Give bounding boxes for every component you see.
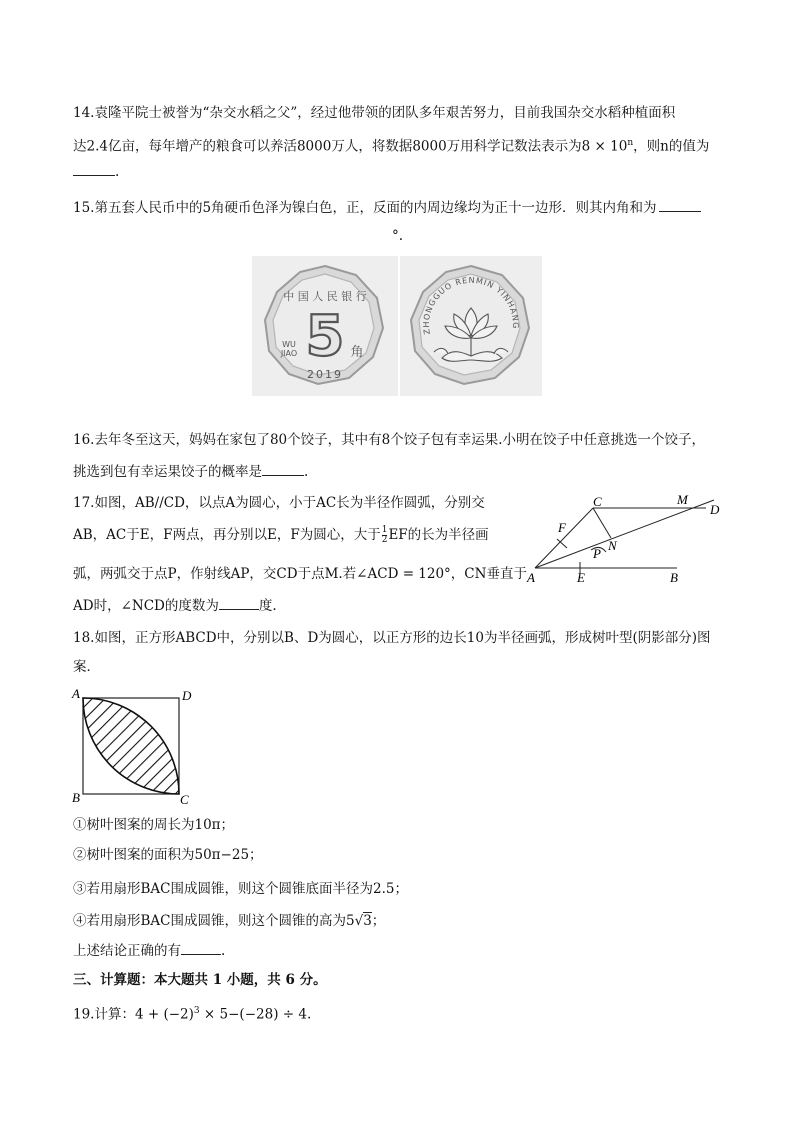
q18-s4-tail: ； — [371, 913, 386, 929]
q17-line3: 弧，两弧交于点P，作射线AP，交CD于点M.若∠ACD = 120°，CN垂直于 — [73, 566, 527, 582]
q18-statement-3: ③若用扇形BAC围成圆锥，则这个圆锥底面半径为2.5； — [73, 881, 408, 897]
fig17-label-E: E — [577, 570, 585, 585]
q14-line3 — [73, 163, 119, 181]
fig18-leaf-shaded — [83, 698, 179, 794]
coin-front-svg — [252, 256, 398, 396]
coin-wu: WU — [282, 340, 296, 349]
fig17-label-F: F — [558, 520, 566, 535]
q17-line2-text: AB，AC于E，F两点，再分别以E，F为圆心，大于 — [73, 527, 381, 543]
coin-denomination: 5 — [305, 304, 345, 369]
q16-line1: 16.去年冬至这天，妈妈在家包了80个饺子，其中有8个饺子包有幸运果.小明在饺子中任意挑选一个饺子， — [73, 432, 706, 448]
q19-line — [73, 1002, 311, 1024]
coin-front-top-text: 中 国 人 民 银 行 — [283, 290, 367, 303]
q18-conclusion-period: . — [221, 943, 226, 959]
sqrt-symbol-icon: √ — [354, 913, 364, 929]
coin-front-image — [252, 256, 398, 396]
fig18-label-C: C — [180, 792, 189, 807]
q16-answer-blank[interactable] — [262, 463, 304, 476]
q18-s4-radicand: 3 — [363, 913, 372, 929]
q17-answer-blank[interactable] — [219, 597, 259, 610]
q15-answer-blank[interactable] — [659, 199, 701, 212]
coin-back-image — [400, 256, 542, 396]
q15-line2: °. — [392, 228, 404, 244]
fig17-label-B: B — [670, 570, 678, 585]
fig18-label-B: B — [72, 790, 80, 805]
q16-text: 挑选到包有幸运果饺子的概率是 — [73, 464, 262, 480]
coin-unit: 角 — [350, 345, 364, 360]
q18-s4-text: ④若用扇形BAC围成圆锥，则这个圆锥的高为5 — [73, 913, 355, 929]
q18-statement-1: ①树叶图案的周长为10π； — [73, 817, 235, 833]
q14-line1: 14.袁隆平院士被誉为“杂交水稻之父”，经过他带领的团队多年艰苦努力，目前我国杂交水稻种植面积 — [73, 105, 676, 121]
q14-period: . — [115, 164, 120, 180]
q15-line1 — [73, 199, 701, 217]
q17-line4-text: AD时，∠NCD的度数为 — [73, 598, 219, 614]
q19-expr-tail: × 5−(−28) ÷ 4. — [199, 1006, 312, 1023]
fig17-label-P: P — [593, 546, 601, 561]
fig17-label-N: N — [608, 538, 617, 553]
q14-line2 — [73, 134, 709, 156]
q17-fraction-num: 1 — [381, 525, 388, 535]
fig18-label-A: A — [72, 686, 80, 701]
fig17-label-D: D — [710, 502, 720, 517]
fig18-label-D: D — [182, 688, 192, 703]
q14-exponent: n — [627, 138, 634, 148]
q19-prefix: 19.计算： — [73, 1006, 135, 1023]
q18-line2: 案． — [73, 659, 100, 675]
section3-title: 三、计算题：本大题共 1 小题，共 6 分。 — [73, 972, 327, 988]
q17-line2-tail: EF的长为半径画 — [388, 527, 489, 543]
q15-text: 15.第五套人民币中的5角硬币色泽为镍白色，正，反面的内周边缘均为正十一边形．则其内角和为 — [73, 200, 657, 216]
coin-jiao: JIAO — [280, 349, 298, 358]
q18-conclusion — [73, 942, 225, 960]
q17-fraction-den: 2 — [381, 535, 388, 545]
q16-line2 — [73, 463, 308, 481]
q17-line4 — [73, 597, 277, 615]
q17-line2 — [73, 526, 489, 545]
q18-answer-blank[interactable] — [181, 942, 221, 955]
q17-line4-tail: 度. — [258, 598, 277, 614]
coin-back-svg — [400, 256, 542, 396]
fig18-diagram — [66, 686, 206, 808]
q19-exponent: 3 — [193, 1006, 200, 1016]
q18-statement-4 — [73, 912, 385, 930]
coin-year: 2019 — [307, 368, 343, 381]
q18-conclusion-text: 上述结论正确的有 — [73, 943, 181, 959]
q18-statement-2: ②树叶图案的面积为50π−25； — [73, 847, 263, 863]
q16-period: . — [304, 464, 309, 480]
fig17-line-CN — [593, 508, 611, 538]
coin-back-rim-path: ZHONGGUO RENMIN YINHANG — [421, 275, 521, 336]
q18-line1: 18.如图，正方形ABCD中，分别以B、D为圆心，以正方形的边长10为半径画弧，形成树叶型(阴影部分)图 — [73, 630, 711, 646]
q14-answer-blank[interactable] — [73, 163, 115, 176]
q14-line2-tail: ，则n的值为 — [633, 138, 710, 155]
fig17-label-C: C — [593, 494, 602, 509]
q17-line1: 17.如图，AB//CD，以点A为圆心，小于AC长为半径作圆弧，分别交 — [73, 495, 485, 511]
q19-expr: 4 + (−2) — [134, 1006, 194, 1023]
fig17-diagram — [520, 490, 740, 590]
fig17-line-AC — [535, 508, 593, 568]
q14-line2-text: 达2.4亿亩，每年增产的粮食可以养活8000万人，将数据8000万用科学记数法表示为8 × 10 — [73, 138, 628, 155]
fig17-label-A: A — [527, 570, 535, 585]
q17-fraction — [382, 526, 388, 545]
fig17-label-M: M — [677, 492, 688, 507]
